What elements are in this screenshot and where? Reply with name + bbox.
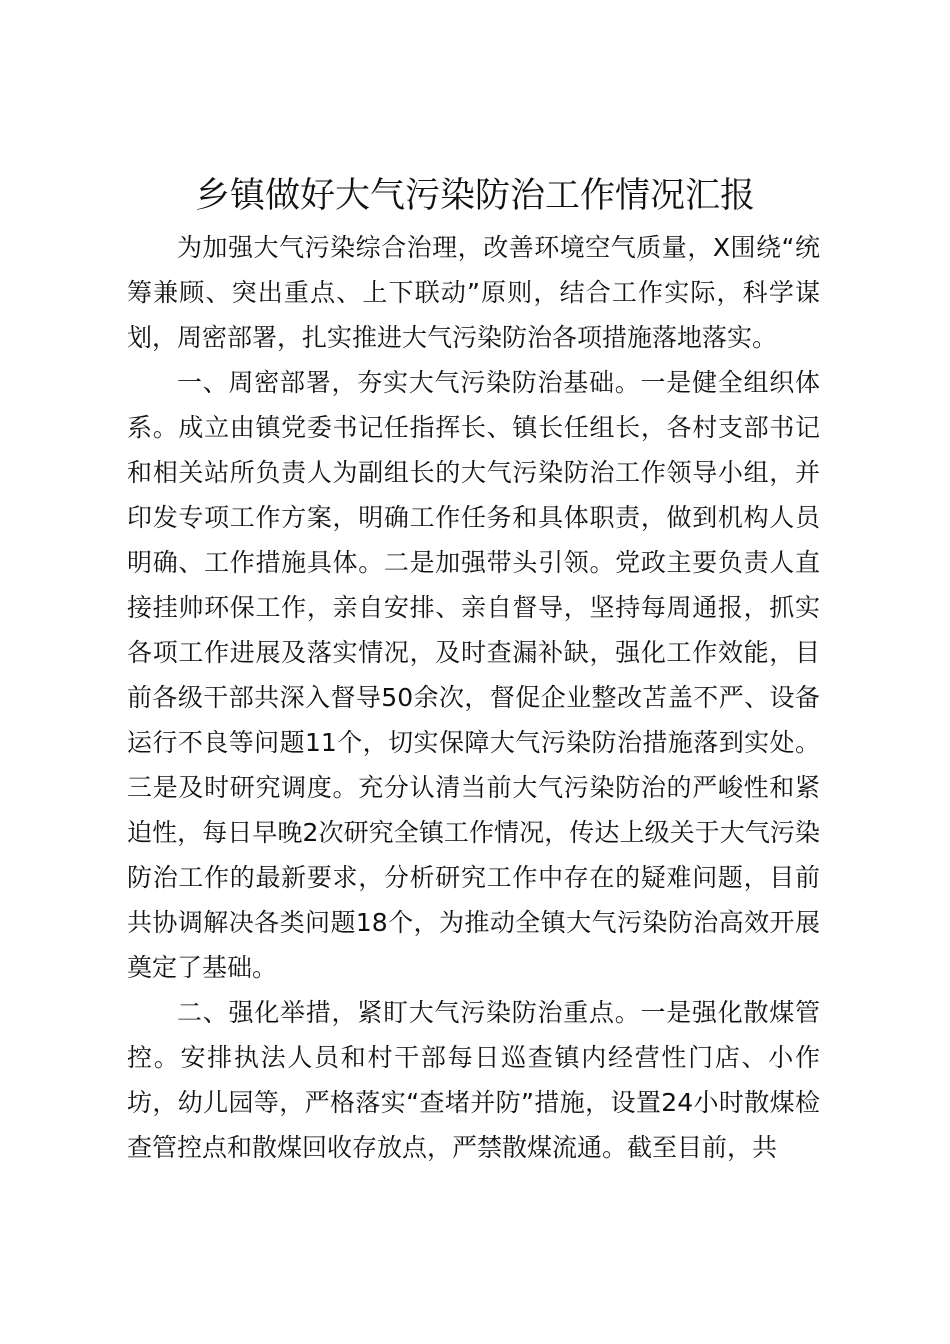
paragraph-section-1: 一、周密部署，夯实大气污染防治基础。一是健全组织体系。成立由镇党委书记任指挥长、镇长任组长，各村支部书记和相关站所负责人为副组长的大气污染防治工作领导小组，并印发专项工作方案，明确工作任务和具体职责，做到机构人员明确、工作措施具体。二是加强带头引领。党政主要负责人直接挂帅环保工作，亲自安排、亲自督导，坚持每周通报，抓实各项工作进展及落实情况，及时查漏补缺，强化工作效能，目前各级干部共深入督导50余次，督促企业整改苫盖不严、设备运行不良等问题11个，切实保障大气污染防治措施落到实处。三是及时研究调度。充分认清当前大气污染防治的严峻性和紧迫性，每日早晚2次研究全镇工作情况，传达上级关于大气污染防治工作的最新要求，分析研究工作中存在的疑难问题，目前共协调解决各类问题18个，为推动全镇大气污染防治高效开展奠定了基础。 xyxy=(127,368,820,982)
paragraph-intro: 为加强大气污染综合治理，改善环境空气质量，X围绕“统筹兼顾、突出重点、上下联动”原则，结合工作实际，科学谋划，周密部署，扎实推进大气污染防治各项措施落地落实。 xyxy=(127,233,820,352)
document-body xyxy=(127,225,820,1170)
paragraph-section-2: 二、强化举措，紧盯大气污染防治重点。一是强化散煤管控。安排执法人员和村干部每日巡查镇内经营性门店、小作坊，幼儿园等，严格落实“查堵并防”措施，设置24小时散煤检查管控点和散煤回收存放点，严禁散煤流通。截至目前，共 xyxy=(127,998,820,1162)
document-title: 乡镇做好大气污染防治工作情况汇报 xyxy=(194,176,755,216)
